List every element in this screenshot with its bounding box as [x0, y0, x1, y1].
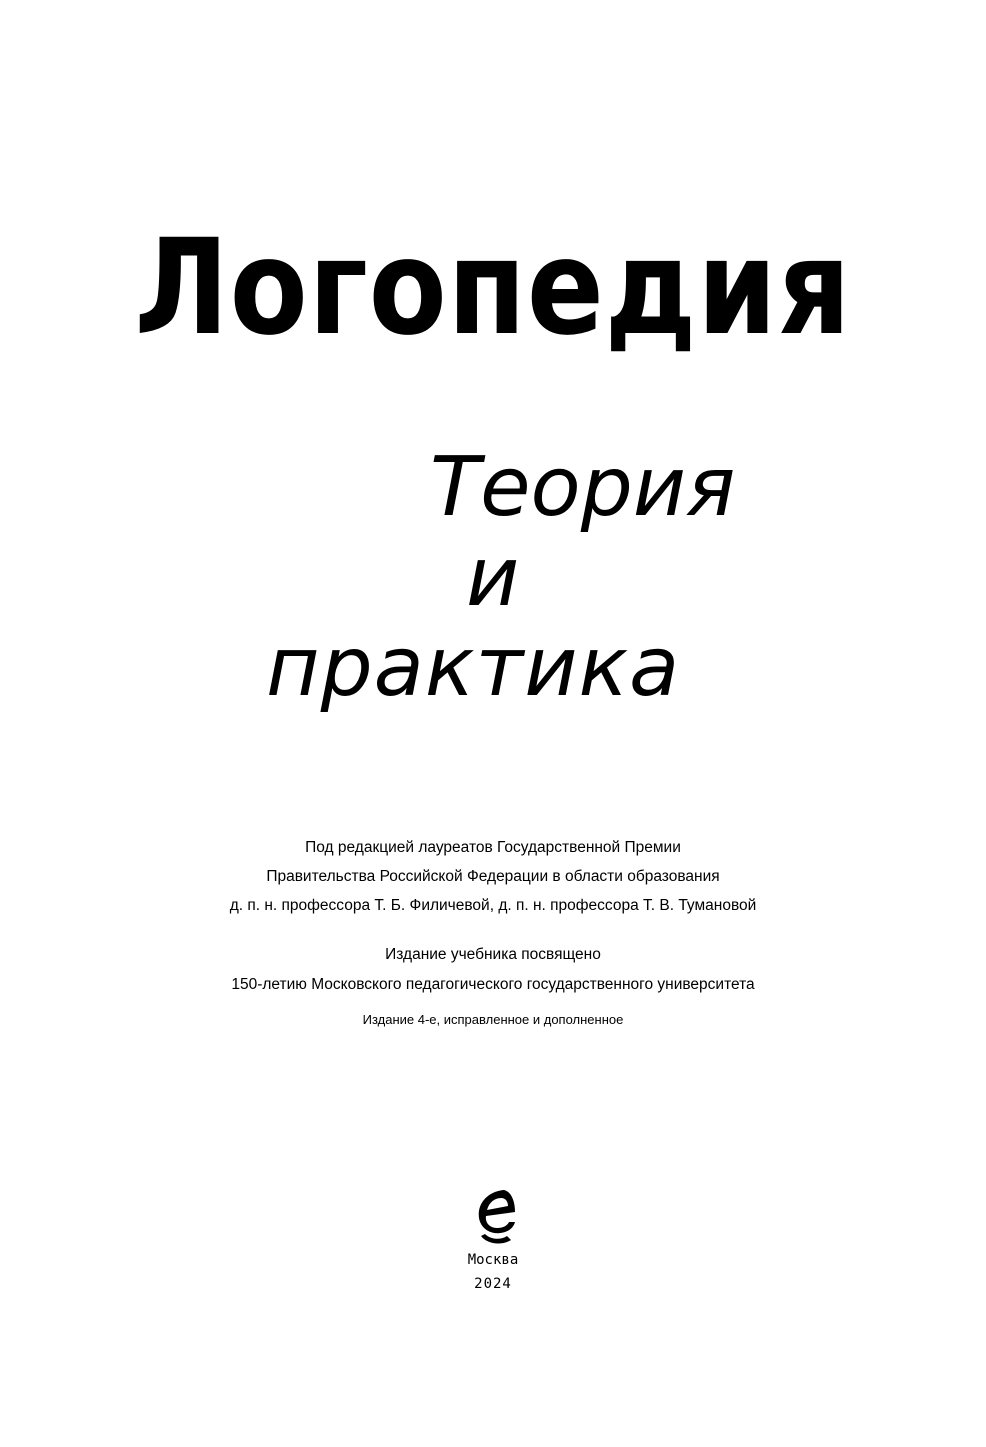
publisher-city: Москва [467, 1252, 519, 1268]
eksmo-logo-icon [471, 1186, 517, 1246]
subtitle-line-2: и [466, 530, 520, 625]
credits-line: д. п. н. профессора Т. Б. Филичевой, д. п. н. профессора Т. В. Тумановой [229, 897, 757, 914]
dedication [0, 940, 986, 1000]
dedication-line: 150-летию Московского педагогического государственного университета [231, 976, 755, 993]
editors-credits [0, 833, 986, 920]
credits-line: Под редакцией лауреатов Государственной Премии [305, 839, 681, 856]
edition-note: Издание 4-е, исправленное и дополненное [362, 1012, 624, 1027]
book-title: Логопедия [134, 211, 852, 365]
publication-year: 2024 [474, 1276, 512, 1292]
dedication-line: Издание учебника посвящено [385, 946, 601, 963]
subtitle-line-3: практика [266, 620, 681, 715]
subtitle-line-1: Теория [430, 440, 736, 535]
credits-line: Правительства Российской Федерации в области образования [266, 868, 720, 885]
